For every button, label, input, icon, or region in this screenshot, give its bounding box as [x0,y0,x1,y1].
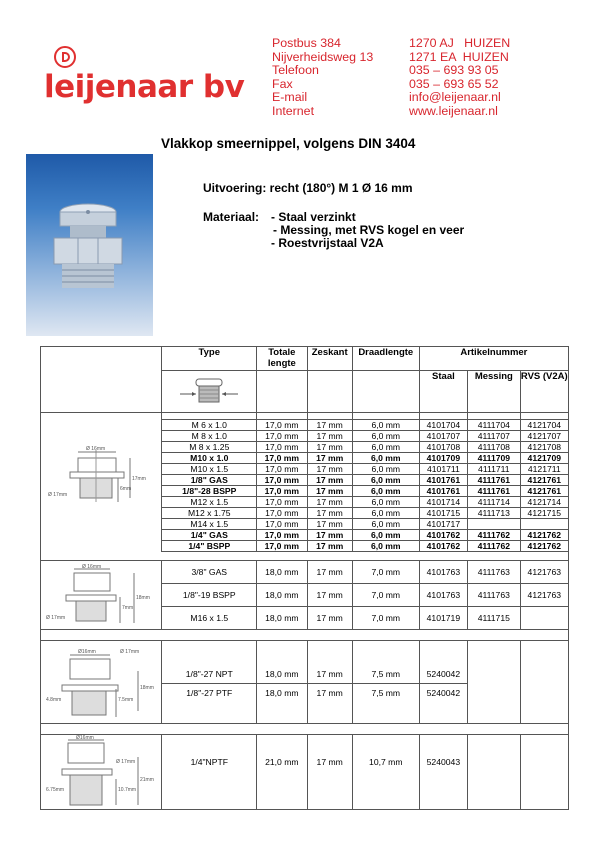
page-title: Vlakkop smeernippel, volgens DIN 3404 [161,136,416,151]
table-cell: M10 x 1.0 [162,453,257,464]
table-cell: 1/4" BSPP [162,541,257,552]
contact-value: 035 – 693 93 05 [409,63,499,77]
table-cell: M16 x 1.5 [162,607,257,630]
table-cell: 1/4" GAS [162,530,257,541]
technical-drawing-icon [46,641,156,721]
table-cell [520,413,568,420]
col-header-artikelnummer: Artikelnummer [419,347,568,371]
table-row [41,641,569,684]
table-cell: 17 mm [307,584,352,607]
drawing-header-cell [41,347,162,413]
table-cell: 6,0 mm [352,453,419,464]
svg-text:18mm: 18mm [140,685,155,691]
svg-text:4.8mm: 4.8mm [46,697,62,703]
table-cell: 18,0 mm [257,561,307,584]
table-cell: 7,5 mm [352,683,419,724]
table-cell: 4121711 [520,464,568,475]
table-cell: 17 mm [307,607,352,630]
svg-text:21mm: 21mm [140,777,155,783]
table-cell [468,641,520,724]
table-cell: 4101704 [419,420,467,431]
table-cell: 17 mm [307,683,352,724]
table-cell: 4111762 [468,541,520,552]
table-cell: 7,0 mm [352,607,419,630]
contact-label: E-mail [272,90,308,104]
table-cell: 1/8"-19 BSPP [162,584,257,607]
table-cell: 4111707 [468,431,520,442]
table-cell: 3/8" GAS [162,561,257,584]
table-cell: 4101708 [419,442,467,453]
table-cell: 1/8"-27 PTF [162,683,257,724]
table-cell [307,371,352,413]
table-cell: 4111709 [468,453,520,464]
svg-text:6.75mm: 6.75mm [46,787,65,793]
table-cell: 4111763 [468,584,520,607]
table-cell: 4101715 [419,508,467,519]
table-cell: 4121709 [520,453,568,464]
grease-nipple-photo-icon [26,154,153,336]
table-cell: 17 mm [307,453,352,464]
table-cell: 17,0 mm [257,420,307,431]
table-cell: 4111761 [468,486,520,497]
material-item: - Messing, met RVS kogel en veer [273,223,465,237]
table-cell: 17 mm [307,431,352,442]
svg-text:7mm: 7mm [122,605,134,611]
table-cell [520,641,568,724]
table-cell: 4121763 [520,584,568,607]
table-cell: 6,0 mm [352,530,419,541]
table-cell: 4121763 [520,561,568,584]
table-cell: 4101717 [419,519,467,530]
table-cell: 4101711 [419,464,467,475]
svg-text:18mm: 18mm [136,595,151,601]
svg-text:Ø16mm: Ø16mm [76,735,94,741]
svg-text:Ø 17mm: Ø 17mm [46,615,66,621]
table-cell: 17,0 mm [257,519,307,530]
logo-mark-icon [54,46,76,68]
table-cell: 4121707 [520,431,568,442]
table-cell [520,735,568,810]
company-logo: leijenaar bv [44,69,245,105]
table-cell: 17,0 mm [257,453,307,464]
table-cell [41,630,569,641]
table-cell: 4121762 [520,530,568,541]
table-cell: 4101763 [419,584,467,607]
table-cell: 4111763 [468,561,520,584]
table-cell: 6,0 mm [352,420,419,431]
table-cell: 17 mm [307,508,352,519]
table-cell: 17 mm [307,420,352,431]
drawing-cell-group-3 [41,641,162,724]
drawing-cell-group-2 [41,561,162,630]
table-cell [307,413,352,420]
contact-label: Telefoon [272,63,319,77]
uitvoering-text: Uitvoering: recht (180°) M 1 Ø 16 mm [203,181,413,195]
table-cell: 4101714 [419,497,467,508]
table-row [41,561,569,584]
table-cell [41,552,569,561]
table-cell: M14 x 1.5 [162,519,257,530]
materiaal-label: Materiaal: [203,210,260,224]
table-cell: 4121714 [520,497,568,508]
table-cell: 17,0 mm [257,475,307,486]
table-cell: 17,0 mm [257,464,307,475]
col-header-zeskant: Zeskant [307,347,352,371]
table-cell: 7,0 mm [352,561,419,584]
col-header-draadlengte: Draadlengte [352,347,419,371]
contact-values [409,37,510,118]
table-cell: 21,0 mm [257,735,307,810]
table-cell: 4121761 [520,475,568,486]
table-cell: 1/8" GAS [162,475,257,486]
table-cell: 7,0 mm [352,584,419,607]
table-cell: 5240042 [419,641,467,684]
table-cell: 17 mm [307,541,352,552]
table-cell: 6,0 mm [352,442,419,453]
technical-drawing-icon [46,735,156,807]
table-cell [468,519,520,530]
table-cell: M 8 x 1.25 [162,442,257,453]
table-cell: 4111708 [468,442,520,453]
table-cell: 17 mm [307,464,352,475]
table-cell: 4111711 [468,464,520,475]
contact-labels [272,37,373,118]
table-cell: 17 mm [307,497,352,508]
table-cell [352,371,419,413]
table-cell: 17 mm [307,530,352,541]
table-cell: 4121708 [520,442,568,453]
table-cell: 4111704 [468,420,520,431]
table-cell: 6,0 mm [352,475,419,486]
table-cell: M 6 x 1.0 [162,420,257,431]
dim-label: Ø 16mm [86,445,106,452]
table-cell: 17,0 mm [257,508,307,519]
table-cell: 1/4"NPTF [162,735,257,810]
table-cell: 6,0 mm [352,486,419,497]
contact-label: Internet [272,103,315,118]
table-cell: 6,0 mm [352,541,419,552]
col-header-messing: Messing [468,371,520,413]
table-cell: 17 mm [307,561,352,584]
table-cell: M12 x 1.5 [162,497,257,508]
table-cell: 4101761 [419,475,467,486]
drawing-cell-group-1 [41,420,162,552]
table-cell: 18,0 mm [257,641,307,684]
table-cell [41,724,569,735]
table-cell: 1/8"-28 BSPP [162,486,257,497]
svg-text:17mm: 17mm [132,475,147,482]
table-cell: 18,0 mm [257,683,307,724]
table-cell [257,413,307,420]
table-cell: 4101719 [419,607,467,630]
svg-text:Ø 16mm: Ø 16mm [82,564,102,570]
table-cell: 6,0 mm [352,431,419,442]
table-cell: M12 x 1.75 [162,508,257,519]
table-cell [162,413,257,420]
table-cell [520,519,568,530]
product-photo [26,154,153,336]
table-cell [419,413,467,420]
contact-label: Postbus 384 [272,36,341,50]
technical-drawing-icon [46,430,156,540]
contact-label: Fax [272,76,293,91]
material-item: - Staal verzinkt [271,210,356,224]
col-header-rvs: RVS (V2A) [520,371,568,413]
table-row [41,420,569,431]
table-cell: M10 x 1.5 [162,464,257,475]
contact-label: Nijverheidsweg 13 [272,49,374,64]
table-cell: 17,0 mm [257,431,307,442]
table-cell: 17 mm [307,486,352,497]
table-cell: 1/8"-27 NPT [162,641,257,684]
svg-text:6mm: 6mm [120,485,132,492]
table-cell: 6,0 mm [352,497,419,508]
contact-value: 035 – 693 65 52 [409,76,499,91]
table-cell: 4101761 [419,486,467,497]
table-cell: 5240042 [419,683,467,724]
table-cell: 4101707 [419,431,467,442]
table-cell: 4121761 [520,486,568,497]
table-cell: 17,0 mm [257,442,307,453]
table-cell: 18,0 mm [257,584,307,607]
table-cell: 7,5 mm [352,641,419,684]
table-cell: 10,7 mm [352,735,419,810]
table-cell [257,371,307,413]
table-cell: 17,0 mm [257,541,307,552]
table-cell [468,413,520,420]
col-header-type: Type [162,347,257,371]
svg-text:Ø 17mm: Ø 17mm [116,759,136,765]
col-header-staal: Staal [419,371,467,413]
table-cell: 17 mm [307,519,352,530]
website-link[interactable]: www.leijenaar.nl [409,103,498,118]
material-item: - Roestvrijstaal V2A [271,236,384,250]
table-cell: 4111713 [468,508,520,519]
svg-text:7.5mm: 7.5mm [118,697,134,703]
table-cell: 6,0 mm [352,464,419,475]
technical-drawing-icon [46,561,156,627]
table-cell: 17 mm [307,475,352,486]
table-cell: 17 mm [307,442,352,453]
table-cell: 17 mm [307,641,352,684]
thread-diagram-cell [162,371,257,413]
contact-value: 1270 AJ HUIZEN [409,36,511,50]
product-table [40,346,569,810]
table-cell [41,413,162,420]
table-cell: 4121715 [520,508,568,519]
table-cell: 4101763 [419,561,467,584]
table-cell: 4111715 [468,607,520,630]
table-cell: 17 mm [307,735,352,810]
thread-diagram-icon [174,376,244,406]
table-cell: 6,0 mm [352,508,419,519]
email-link[interactable]: info@leijenaar.nl [409,90,501,104]
svg-text:Ø 17mm: Ø 17mm [120,649,140,655]
table-row [41,735,569,810]
table-cell: 4101762 [419,541,467,552]
table-cell: 17,0 mm [257,530,307,541]
table-cell: 5240043 [419,735,467,810]
table-cell: 4121704 [520,420,568,431]
table-cell: 17,0 mm [257,497,307,508]
table-cell: 18,0 mm [257,607,307,630]
table-cell: M 8 x 1.0 [162,431,257,442]
svg-text:Ø16mm: Ø16mm [78,649,96,655]
table-cell [520,607,568,630]
table-cell: 4111761 [468,475,520,486]
table-cell: 4101762 [419,530,467,541]
table-cell: 6,0 mm [352,519,419,530]
table-cell: 4101709 [419,453,467,464]
table-cell: 17,0 mm [257,486,307,497]
table-cell [352,413,419,420]
svg-text:Ø 17mm: Ø 17mm [48,491,68,498]
svg-text:10.7mm: 10.7mm [118,787,137,793]
col-header-totale-lengte: Totale lengte [257,347,307,371]
table-cell: 4111762 [468,530,520,541]
table-cell: 4121762 [520,541,568,552]
drawing-cell-group-4 [41,735,162,810]
table-cell: 4111714 [468,497,520,508]
table-cell [468,735,520,810]
contact-value: 1271 EA HUIZEN [409,49,509,64]
